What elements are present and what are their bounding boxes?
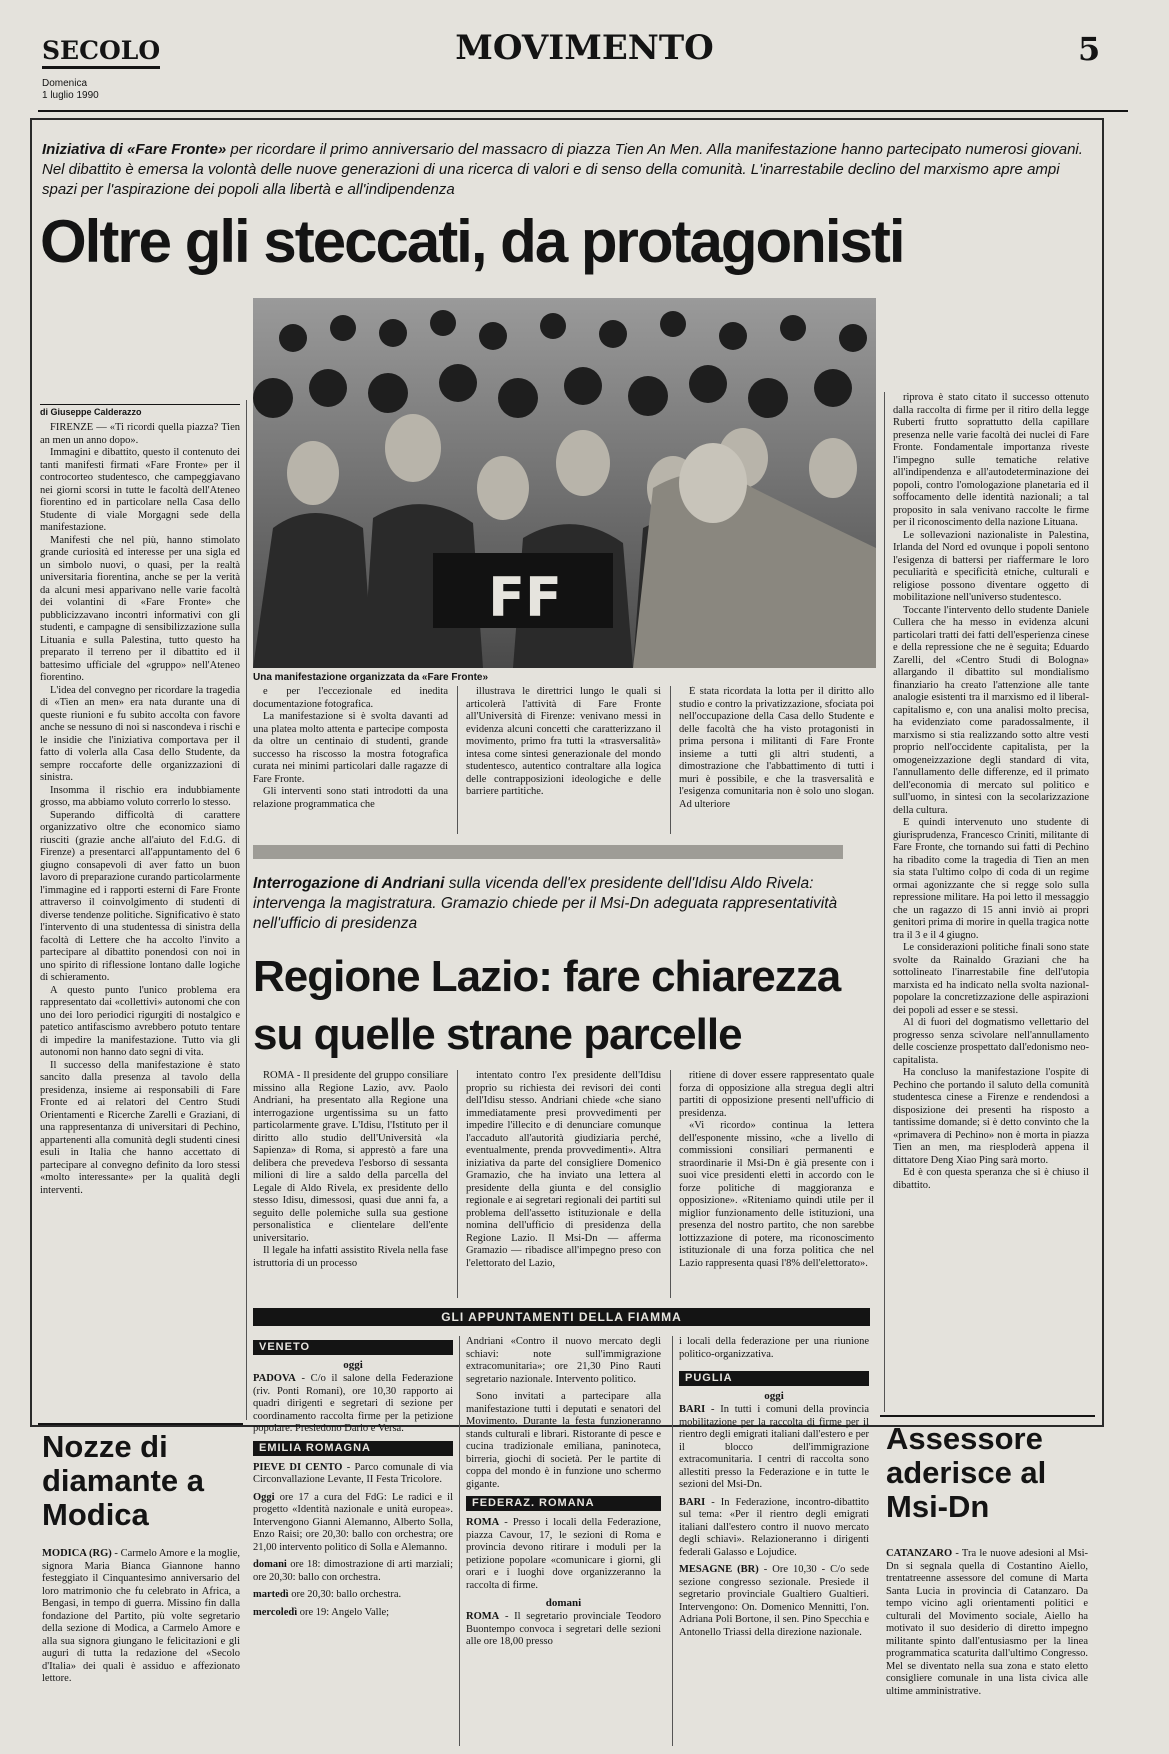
appointments-column-3 xyxy=(679,1336,869,1750)
masthead-rule xyxy=(38,110,1128,112)
article1-paragraph: La manifestazione si è svolta davanti ad una platea molto attenta e partecipe composta da oltre un centinaio di studenti, grande successo ha riscosso la mostra fotografica curata nei minimi particolari dalle ragazze di Fare Fronte. xyxy=(253,711,448,785)
appointment-place: Oggi xyxy=(253,1491,275,1503)
appointment-text: - In tutti i comuni della provincia mobilitazione per la raccolta di firme per il rientro degli emigrati italiani dall'estero e per il blocco dell'immigrazione extracomunitaria. I centri di raccolta sono allestiti presso la Federazione e in tutte le sezioni del Msi-Dn. xyxy=(679,1404,869,1490)
appointment-text: - Parco comunale di via Circonvallazione Levante, II Festa Tricolore. xyxy=(253,1461,453,1485)
day-heading: oggi xyxy=(764,1390,784,1402)
appointment-item: i locali della federazione per una riunione politico-organizzativa. xyxy=(679,1336,869,1360)
box-nozze-body xyxy=(42,1548,240,1748)
column-divider xyxy=(459,1336,460,1746)
article1-paragraph: Insomma il rischio era indubbiamente grosso, ma abbiamo voluto correrlo lo stesso. xyxy=(40,784,240,808)
date-weekday: Domenica xyxy=(42,78,88,89)
date-full: 1 luglio 1990 xyxy=(42,90,99,101)
day-heading: domani xyxy=(545,1597,582,1609)
article1-column-3 xyxy=(466,686,661,836)
photo-banner-text: FF xyxy=(488,566,562,629)
crowd-photo-image xyxy=(253,298,876,668)
article2-column-3 xyxy=(679,1070,874,1300)
region-heading-federaz-romana: FEDERAZ. ROMANA xyxy=(466,1496,661,1511)
appointments-column-2 xyxy=(466,1336,661,1750)
article1-paragraph: riprova è stato citato il successo ottenuto dalla raccolta di firme per il ritiro della legge Ruberti frutto soprattutto della capillare presenza nelle varie facoltà dei nuclei di Fare Fronte. Fondamentale importanza riveste l'impegno sulle tematiche relative all'indipendenza e all'autodeterminazione dei popoli, contro l'omologazione planetaria ed il soffocamento delle identità nazionali; a tal proposito in sala venivano raccolte le firme per il riconoscimento della nazione Lituana. xyxy=(893,392,1089,528)
article1-paragraph: Ha concluso la manifestazione l'ospite di Pechino che portando il saluto della comunità studentesca cinese a Firenze e rendendosi a disposizione dei presenti ha risposto a tantissime domande; si è detto convinto che la «primavera di Pechino» non è morta in piazza Tien an men, ma riesploderà appena il dittatore Deng Xiao Ping sarà morto. xyxy=(893,1067,1089,1166)
section-title: MOVIMENTO xyxy=(455,28,714,68)
article1-column-1 xyxy=(40,422,240,1422)
article1-paragraph: Manifesti che nel più, hanno stimolato grande curiosità ed interesse per una sigla ed un simbolo nuovi, o quasi, per la realtà universitaria fiorentina, anche se per la verità da alcuni mesi apparivano nelle varie facoltà dei volantini di «Fare Fronte» che pubblicizzavano incontri informativi con gli studenti, e campagne di sensibilizzazione sulla Lituania e sulla Palestina, tutto questo ha preparato il terreno per il dibattito ed il battesimo ufficiale del «gruppo» nell'Ateneo fiorentino. xyxy=(40,534,240,683)
appointment-text: ore 18: dimostrazione di arti marziali; ore 20,30: ballo con orchestra. xyxy=(253,1559,453,1583)
appointment-text: - Presso i locali della Federazione, piazza Cavour, 17, le sezioni di Roma e provincia devono ritirare i moduli per la petizione popolare «comunicare i giorni, gli orari e i luoghi dove organizzeranno la raccolta di firme. xyxy=(466,1517,661,1591)
box-assessore-text xyxy=(886,1548,1088,1698)
article1-paragraph: A questo punto l'unico problema era rappresentato dai «collettivi» autonomi che con uno dei loro periodici rigurgiti di nostalgico e patetico antifascismo avrebbero potuto tentare di impedire la manifestazione. Tutto via gli autonomi non hanno dato segni di vita. xyxy=(40,984,240,1058)
column-divider xyxy=(672,1336,673,1746)
newspaper-logo: SECOLO xyxy=(42,36,160,69)
article1-kicker-text: per ricordare il primo anniversario del massacro di piazza Tien An Men. Alla manifestazione hanno partecipato numerosi giovani. Nel dibattito è emersa la volontà delle nuove generazioni di una ricerca di valori e di senso della comunità. L'inarrestabile declino del marxismo apre ampi spazi per l'aspirazione dei popoli alla libertà e all'indipendenza xyxy=(42,141,1083,198)
box-assessore-headline: Assessore aderisce al Msi-Dn xyxy=(886,1421,1047,1524)
column-divider xyxy=(884,392,885,1412)
region-heading-puglia: PUGLIA xyxy=(679,1371,869,1386)
article1-paragraph: e per l'eccezionale ed inedita documentazione fotografica. xyxy=(253,686,448,710)
page-number: 5 xyxy=(1078,30,1101,68)
appointment-item xyxy=(253,1607,453,1620)
article1-paragraph: Il successo della manifestazione è stato sancito dalla presenza al tavolo della presidenza, insieme ai responsabili di Fare Fronte ed ai relatori del Centro Studi Orientamenti e Ricerche Zarelli e Graziani, di una rappresentanza di universitari di Pechino, appartenenti alla comunità degli studenti cinesi esuli in Italia che hanno accettato di partecipare al convegno definito da loro stessi «molto interessante» per la qualità degli interventi. xyxy=(40,1059,240,1196)
box-nozze-rule xyxy=(38,1423,243,1425)
article2-headline: Regione Lazio: fare chiarezza su quelle strane parcelle xyxy=(253,952,841,1059)
article2-kicker-bold: Interrogazione di Andriani xyxy=(253,875,445,892)
appointment-place: MESAGNE (BR) xyxy=(679,1564,759,1575)
appointment-item xyxy=(679,1404,869,1492)
article1-paragraph: Toccante l'intervento dello studente Daniele Cullera che ha messo in evidenza alcuni particolari tratti dei fatti dell'esperienza cinese e della repressione che ne è seguita; Eduardo Zarelli, del «Centro Studi di Bologna» allargando il dibattito sul mondialismo finanziario ha creato l'attenzione alle tante analogie esistenti tra il marxismo ed il liberal-capitalismo e, con una analisi molto precisa, ha evidenziato come paradossalmente, il marxismo si stia realizzando sotto altre vesti proprio nell'occidente capitalista, per la omogeneizzazione degli standard di vita, l'annullamento delle differenze, ed il primato dell'economia di mercato sul politico e sull'uomo, in sintesi con la secolarizzazione della cultura. xyxy=(893,604,1089,816)
appointment-place: domani xyxy=(253,1559,287,1570)
article2-paragraph: Il legale ha infatti assistito Rivela nella fase istruttoria di un processo xyxy=(253,1245,448,1269)
box-nozze-place: MODICA (RG) xyxy=(42,1548,112,1559)
appointment-item xyxy=(253,1373,453,1436)
box-assessore-paragraph: - Tra le nuove adesioni al Msi-Dn si segnala quella di Costantino Aiello, trentatreenne assessore del comune di Marta Santa Lucia in provincia di Catanzaro. Da tempo vicino agli orientamenti politici e culturali del Movimento sociale, Aiello ha motivato il suo desiderio di diretto impegno militante spinto dall'entusiasmo per la linea programmatica scaturita dall'ultimo Congresso. Mel se diventato nella sua zona e stato eletto consigliere comunale in una lista civica alle ultime amministrative. xyxy=(886,1548,1088,1697)
box-assessore-rule xyxy=(880,1415,1095,1417)
appointment-item xyxy=(466,1611,661,1649)
article2-top-band xyxy=(253,845,843,859)
appointment-place: ROMA xyxy=(466,1611,500,1622)
appointment-item xyxy=(253,1589,453,1602)
appointments-band: GLI APPUNTAMENTI DELLA FIAMMA xyxy=(253,1308,870,1326)
article1-paragraph: Le considerazioni politiche finali sono state svolte da Rainaldo Graziani che ha sottolineato l'inarrestabile fine dell'utopia marxista ed ha indicato nella svolta nazional-popolare la concretizzazione delle aspirazioni dei popoli ad esser e se stessi. xyxy=(893,942,1089,1016)
appointment-place: PADOVA xyxy=(253,1373,296,1384)
appointment-text: ore 19: Angelo Valle; xyxy=(299,1606,390,1618)
article2-paragraph: «Vi ricordo» continua la lettera dell'esponente missino, «che a livello di commissioni consiliari permanenti e straordinarie il Msi-Dn è già presente con i suoi vice presidenti eletti in accordo con le forze politiche di maggioranza e opposizione». «Riteniamo quindi utile per il miglior funzionamento delle istituzioni, una presenza del nostro partito, che non sarebbe lottizzazione di potere, ma riconoscimento istituzionale di una forza politica che nel Lazio rappresenta quasi l'8% dell'elettorato». xyxy=(679,1120,874,1269)
appointment-place: mercoledì xyxy=(253,1606,298,1618)
article1-paragraph: L'idea del convegno per ricordare la tragedia di «Tien an men» era nata durante una di queste riunioni e fu subito accolta con favore anche se nessuno di noi si nascondeva i rischi e le insidie che l'iniziativa comportava per il fatto di volerla alla Casa dello Studente, da sempre roccaforte delle organizzazioni di sinistra. xyxy=(40,684,240,783)
article1-kicker-bold: Iniziativa di «Fare Fronte» xyxy=(42,141,227,158)
article1-paragraph: FIRENZE — «Ti ricordi quella piazza? Tien an men un anno dopo». xyxy=(40,422,240,446)
appointment-text: ore 20,30: ballo orchestra. xyxy=(291,1589,402,1600)
appointment-text: - C/o il salone della Federazione (riv. Ponti Romani), ore 10,30 rapporto ai quadri dirigenti e segretari di sezione per coordinamento raccolta firme per la petizione popolare. Presiedono Dario e Versa. xyxy=(253,1373,453,1434)
box-assessore-place: CATANZARO xyxy=(886,1548,953,1559)
article1-paragraph: Immagini e dibattito, questo il contenuto dei tanti manifesti firmati «Fare Fronte» per il controcorteo studentesco, che campeggiavano nei giorni scorsi in tutte le facoltà dell'Ateneo fiorentino ed in particolare nella Casa dello Studente di viale Morgagni sede della manifestazione. xyxy=(40,447,240,533)
article2-column-1 xyxy=(253,1070,448,1300)
appointment-item: Andriani «Contro il nuovo mercato degli schiavi: note sull'immigrazione extracomunitaria»; ore 21,30 Pino Rauti segretario nazionale. Intervento politico. xyxy=(466,1336,661,1385)
region-heading-veneto: VENETO xyxy=(253,1340,453,1355)
appointment-place: PIEVE DI CENTO xyxy=(253,1461,343,1473)
photo-caption: Una manifestazione organizzata da «Fare Fronte» xyxy=(253,672,489,683)
appointment-place: martedì xyxy=(253,1589,289,1600)
appointment-item xyxy=(253,1559,453,1584)
article1-column-5 xyxy=(893,392,1089,1404)
article2-paragraph: ROMA - Il presidente del gruppo consiliare missino alla Regione Lazio, avv. Paolo Andriani, ha presentato alla Regione una interrogazione urgentissima su un fatto particolarmente grave. L'Idisu, l'Istituto per il diritto allo studio dell'Università «la Sapienza» di Roma, si apprestò a fare una delibera che prevedeva l'esborso di sessanta milioni di lire a saldo della parcella del Legale di Aldo Rivela, ex presidente dello stesso Idisu, dimessosi, quasi due anni fa, a seguito delle polemiche sulla sua gestione personalistica e clientelare dell'ente universitario. xyxy=(253,1070,448,1244)
article1-paragraph: Ed è con questa speranza che si è chiuso il dibattito. xyxy=(893,1167,1089,1191)
article2-paragraph: intentato contro l'ex presidente dell'Idisu proprio su richiesta dei revisori dei conti dell'Idisu stesso. Andriani chiede «che siano immediatamente presi provvedimenti per impedire l'illecito e di denunciare comunque l'accaduto all'autorità giudiziaria perché, eventualmente, prenda provvedimenti». Altra iniziativa da parte del consigliere Domenico Gramazio, che ha inviato una lettera al presidente della giunta e del consiglio regionale e ai segretari regionali dei partiti sul problema dell'assetto istituzionale e della nomina dell'ufficio di presidenza della Regione Lazio. Il Msi-Dn — afferma Gramazio — ribadisce all'impegno preso con l'elettorato del Lazio, xyxy=(466,1070,661,1269)
article1-paragraph: Le sollevazioni nazionaliste in Palestina, Irlanda del Nord ed ovunque i popoli sentono l'esigenza di battersi per riaffermare le loro peculiarità e specificità etniche, culturali e religiose possono diventare oggetto di mobilitazione nell'universo studentesco. xyxy=(893,529,1089,603)
article2-kicker xyxy=(253,874,873,934)
appointment-item xyxy=(679,1564,869,1639)
article1-paragraph: Al di fuori del dogmatismo vellettario del progresso senza scivolare nell'annullamento delle coscienze prospettato dall'edonismo neo-capitalista. xyxy=(893,1017,1089,1066)
article1-paragraph: È stata ricordata la lotta per il diritto allo studio e contro la privatizzazione, sfociata poi nell'occupazione della Casa dello Studente e delle facoltà che ha visto protagonisti in prima persona i militanti di Fare Fronte insieme a tutti gli altri studenti, a dimostrazione che l'abbattimento di tutti i muri è possibile, e che la trasversalità e l'esigenza comunitaria non è solo uno slogan. Ad ulteriore xyxy=(679,686,874,810)
appointment-item xyxy=(466,1517,661,1592)
appointment-item xyxy=(253,1492,453,1555)
article1-photo xyxy=(253,298,876,668)
column-divider xyxy=(457,686,458,834)
appointment-text: ore 17 a cura del FdG: Le radici e il progetto «Identità nazionale e unità europea». Intervengono Gianni Alemanno, Alberto Solla, Enzo Raisi; ore 20,30: ballo con orchestra; ore 21,00 intervento politico di Solla e Alemanno. xyxy=(253,1491,453,1553)
box-assessore-body xyxy=(886,1548,1088,1748)
appointment-item xyxy=(679,1497,869,1560)
column-divider xyxy=(457,1070,458,1298)
appointment-text: - Il segretario provinciale Teodoro Buontempo convoca i segretari delle sezioni alle ore 18,00 presso xyxy=(466,1611,661,1647)
article2-kicker-text: sulla vicenda dell'ex presidente dell'Idisu Aldo Rivela: intervenga la magistratura. Gramazio chiede per il Msi-Dn adeguata rappresentatività nell'ufficio di presidenza xyxy=(253,875,838,932)
box-nozze-headline: Nozze di diamante a Modica xyxy=(42,1429,204,1532)
appointment-item: Sono invitati a partecipare alla manifestazione tutti i deputati e senatori del Movimento. Durante la festa funzioneranno stands culturali e librari. Ristorante di pesce e cucina tradizionale emiliana, paninoteca, birreria, giochi di società. Per le partite di coppa del mondo è in funzione uno schermo gigante. xyxy=(466,1391,661,1490)
issue-date xyxy=(42,78,99,102)
appointment-place: BARI xyxy=(679,1496,706,1508)
article1-byline: di Giuseppe Calderazzo xyxy=(40,404,240,417)
article2-paragraph: ritiene di dover essere rappresentato quale forza di opposizione alla stregua degli altri partiti di opposizione presenti nell'ufficio di presidenza. xyxy=(679,1070,874,1119)
appointment-text: - Ore 10,30 - C/o sede sezione congresso sezionale. Presiede il segretario provinciale Gualtiero Gualtieri. Intervengono: On. Domenico Mennitti, l'on. Adriana Poli Bortone, il sen. Pino Specchia e Antonello Triassi della direzione nazionale. xyxy=(679,1564,869,1638)
article1-headline: Oltre gli steccati, da protagonisti xyxy=(40,208,904,275)
article1-paragraph: Gli interventi sono stati introdotti da una relazione programmatica che xyxy=(253,786,448,810)
appointment-text: - In Federazione, incontro-dibattito sul tema: «Per il rientro degli emigrati italiani dall'estero contro il nuovo mercato degli schiavi». Relazioneranno i dirigenti federali Galasso e Lojudice. xyxy=(679,1496,869,1558)
column-divider xyxy=(670,686,671,834)
article1-column-4 xyxy=(679,686,874,836)
article1-paragraph: E quindi intervenuto uno studente di giurisprudenza, Francesco Criniti, militante di Fare Fronte, che tornando sui fatti di Pechino ha ribadito come la tragedia di Tien an men sia stata l'ultimo colpo di coda di un regime ormai agonizzante che si regge solo sulla repressione militare. Ha poi letto il messaggio che un ragazzo di 15 anni inviò ai propri genitori prima di morire in quella tragica notte tra il 3 e il 4 giugno. xyxy=(893,817,1089,941)
box-nozze-text xyxy=(42,1548,240,1686)
column-divider xyxy=(246,400,247,1420)
appointment-item xyxy=(253,1462,453,1487)
column-divider xyxy=(670,1070,671,1298)
appointment-place: ROMA xyxy=(466,1517,500,1528)
region-heading-emilia-romagna: EMILIA ROMAGNA xyxy=(253,1441,453,1456)
article2-column-2 xyxy=(466,1070,661,1300)
article1-paragraph: Superando difficoltà di carattere organizzativo oltre che economico siamo riusciti (grazie anche all'aiuto del F.d.G. di Firenze) a presentarci all'appuntamento del 6 giugno consapevoli di aver fatto un buon lavoro di preparazione curando particolarmente l'immagine ed i rapporti esterni di Fare Fronte attraverso il coinvolgimento di studenti di diverse tendenze politiche. Significativo è stato l'intervento di una studentessa di sinistra della facoltà di Lettere che ha accolto l'invito a partecipare al dibattito ponendosi con noi in uno spirito di riflessione lontano dalle logiche di schieramento. xyxy=(40,809,240,983)
day-heading: oggi xyxy=(343,1359,363,1371)
appointments-column-1 xyxy=(253,1340,453,1750)
article1-kicker xyxy=(42,140,1092,200)
box-nozze-paragraph: - Carmelo Amore e la moglie, signora Maria Bianca Giannone hanno festeggiato il Cinquantesimo anniversario del loro matrimonio che fu celebrato in Africa, a Bengasi, in tempo di guerra. Missino fin dalla fondazione del Partito, più volte segretario della sezione di Modica, a Carmelo Amore e alla sua signora giungano le felicitazioni e gli auguri di tutta la redazione del «Secolo d'Italia» dei quali è assiduo e affezionato lettore. xyxy=(42,1548,240,1684)
appointment-place: BARI xyxy=(679,1404,706,1415)
article1-paragraph: illustrava le direttrici lungo le quali si articolerà l'attività di Fare Fronte all'Università di Firenze: venivano messi in evidenza alcuni concetti che caratterizzano il movimento, primo fra tutti la «trasversalità» intesa come sintesi generazionale del mondo studentesco, autentico contraltare alla logica delle contrapposizioni ideologiche e delle barriere partitiche. xyxy=(466,686,661,797)
article1-column-2 xyxy=(253,686,448,836)
